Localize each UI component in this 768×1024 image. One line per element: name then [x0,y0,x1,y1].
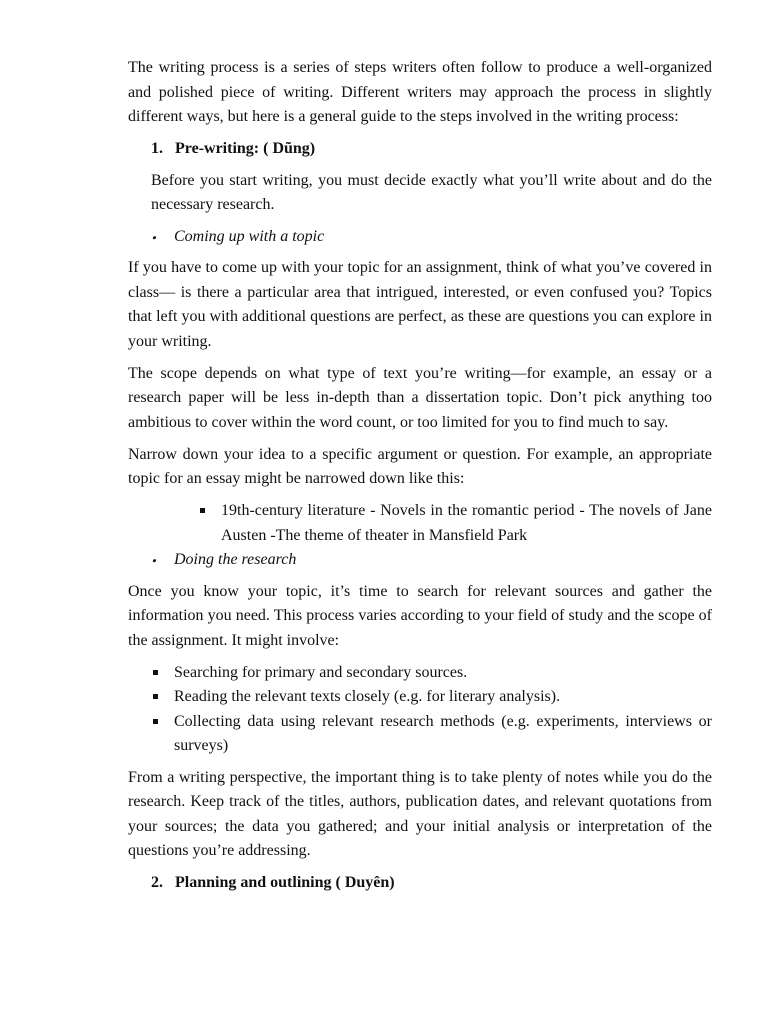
research-intro: Once you know your topic, it’s time to search for relevant sources and gather the information you need. This process varies according to your field of study and the scope of the assignment. It might involve: [128,582,712,649]
section-title: Planning and outlining ( Duyên) [175,874,395,891]
topic-paragraph: Narrow down your idea to a specific argument or question. For example, an appropriate topic for an essay might be narrowed down like this: [128,445,712,487]
square-bullet-icon [151,685,174,710]
topic-paragraph: The scope depends on what type of text you’re writing—for example, an essay or a research paper will be less in-depth than a dissertation topic. Don’t pick anything too ambitious to cover within the word count, or too limited for you to find much to say. [128,364,712,431]
intro-paragraph: The writing process is a series of steps writers often follow to produce a well-organized and polished piece of writing. Different writers may approach the process in slightly different ways, but here is a general guide to the steps involved in the writing process: [128,59,712,125]
subtopic-doing-the-research [151,548,712,573]
prewriting-intro: Before you start writing, you must decide exactly what you’ll write about and do the necessary research. [151,171,712,213]
section-heading-planning [151,871,712,896]
subtopic-coming-up-with-topic [151,225,712,250]
square-bullet-icon [198,499,221,548]
narrow-example-list [198,499,712,548]
section-number: 2. [151,874,163,891]
subtopic-label: Doing the research [174,551,297,568]
section-heading-prewriting [151,137,712,162]
list-item: Reading the relevant texts closely (e.g. for literary analysis). [151,685,712,710]
square-bullet-icon [151,710,174,759]
bullet-icon [151,225,174,250]
document-body [128,56,712,903]
list-item: Collecting data using relevant research methods (e.g. experiments, interviews or surveys) [151,710,712,759]
subtopic-label: Coming up with a topic [174,227,325,245]
list-item: 19th-century literature - Novels in the romantic period - The novels of Jane Austen -The theme of theater in Mansfield Park [198,499,712,548]
research-list [151,661,712,759]
topic-paragraph: If you have to come up with your topic for an assignment, think of what you’ve covered in class— is there a particular area that intrigued, interested, or even confused you? Topics that left you with additional questions are perfect, as these are questions you can explore in your writing. [128,259,712,350]
list-item: Searching for primary and secondary sources. [151,661,712,686]
square-bullet-icon [151,661,174,686]
bullet-icon [151,548,174,573]
section-number: 1. [151,140,163,157]
section-title: Pre-writing: ( Dũng) [175,140,316,157]
research-outro: From a writing perspective, the important thing is to take plenty of notes while you do the research. Keep track of the titles, authors, publication dates, and relevant quotations from your sources; the data you gathered; and your initial analysis or interpretation of the questions you’re addressing. [128,768,712,859]
